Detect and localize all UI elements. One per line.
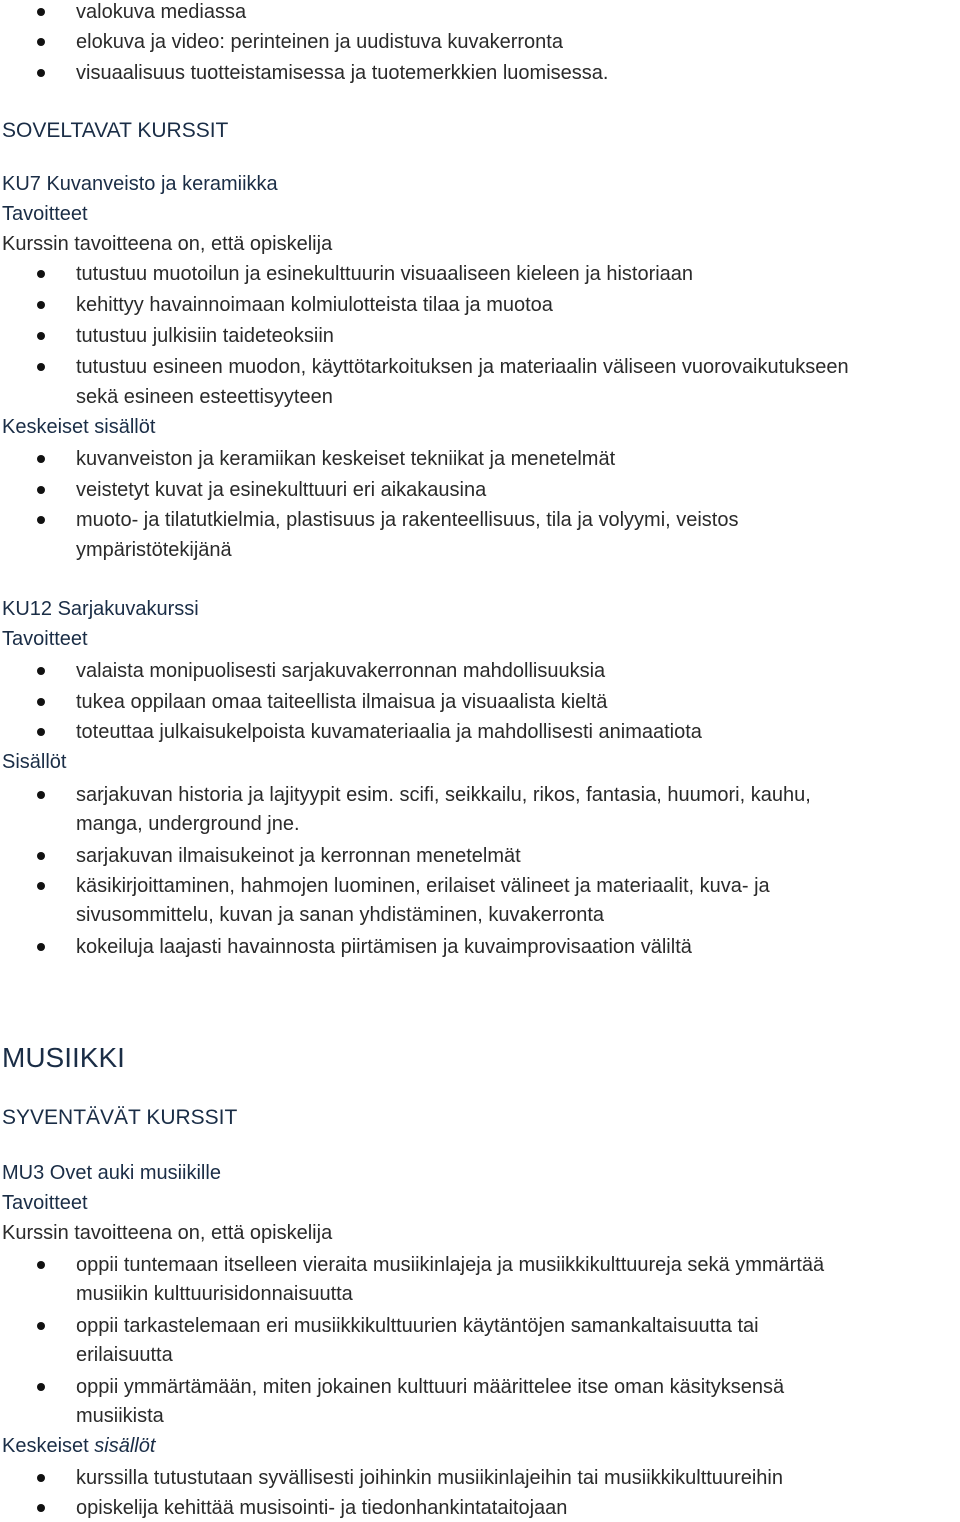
- bullet-icon: [37, 667, 45, 675]
- bullet-icon: [37, 270, 45, 278]
- goals-label: Tavoitteet: [2, 628, 88, 650]
- list-item: oppii tarkastelemaan eri musiikkikulttuurien käytäntöjen samankaltaisuutta tai: [76, 1315, 759, 1337]
- goals-intro: Kurssin tavoitteena on, että opiskelija: [2, 1222, 333, 1244]
- list-item: elokuva ja video: perinteinen ja uudistuva kuvakerronta: [76, 31, 563, 53]
- list-item-continuation: sivusommittelu, kuvan ja sanan yhdistäminen, kuvakerronta: [76, 904, 605, 926]
- list-item: veistetyt kuvat ja esinekulttuuri eri aikakausina: [76, 479, 487, 501]
- list-item: tutustuu esineen muodon, käyttötarkoituksen ja materiaalin väliseen vuorovaikutukseen: [76, 356, 849, 378]
- content-label: Sisällöt: [2, 751, 67, 773]
- bullet-icon: [37, 455, 45, 463]
- goals-label: Tavoitteet: [2, 1192, 88, 1214]
- list-item: käsikirjoittaminen, hahmojen luominen, erilaiset välineet ja materiaalit, kuva- ja: [76, 875, 770, 897]
- list-item: muoto- ja tilatutkielmia, plastisuus ja rakenteellisuus, tila ja volyymi, veistos: [76, 509, 739, 531]
- section-heading: SOVELTAVAT KURSSIT: [2, 119, 229, 142]
- list-item: opiskelija kehittää musisointi- ja tiedonhankintataitojaan: [76, 1497, 568, 1519]
- bullet-icon: [37, 1504, 45, 1512]
- bullet-icon: [37, 363, 45, 371]
- content-label: [2, 1434, 155, 1458]
- list-item: visuaalisuus tuotteistamisessa ja tuotemerkkien luomisessa.: [76, 62, 609, 84]
- bullet-icon: [37, 791, 45, 799]
- course-title: KU12 Sarjakuvakurssi: [2, 598, 199, 620]
- bullet-icon: [37, 516, 45, 524]
- bullet-icon: [37, 852, 45, 860]
- content-label: Keskeiset sisällöt: [2, 416, 156, 438]
- list-item: tutustuu julkisiin taideteoksiin: [76, 325, 334, 347]
- list-item: oppii tuntemaan itselleen vieraita musiikinlajeja ja musiikkikulttuureja sekä ymmärtää: [76, 1254, 825, 1276]
- list-item: tukea oppilaan omaa taiteellista ilmaisua ja visuaalista kieltä: [76, 691, 608, 713]
- course-title: KU7 Kuvanveisto ja keramiikka: [2, 173, 278, 195]
- bullet-icon: [37, 728, 45, 736]
- list-item: kuvanveiston ja keramiikan keskeiset tekniikat ja menetelmät: [76, 448, 616, 470]
- bullet-icon: [37, 698, 45, 706]
- goals-intro: Kurssin tavoitteena on, että opiskelija: [2, 233, 333, 255]
- bullet-icon: [37, 1261, 45, 1269]
- list-item: sarjakuvan ilmaisukeinot ja kerronnan menetelmät: [76, 845, 521, 867]
- bullet-icon: [37, 301, 45, 309]
- list-item-continuation: erilaisuutta: [76, 1344, 173, 1366]
- bullet-icon: [37, 486, 45, 494]
- page-title: MUSIIKKI: [2, 1042, 125, 1073]
- list-item: toteuttaa julkaisukelpoista kuvamateriaalia ja mahdollisesti animaatiota: [76, 721, 702, 743]
- list-item: tutustuu muotoilun ja esinekulttuurin visuaaliseen kieleen ja historiaan: [76, 263, 694, 285]
- content-label-b: sisällöt: [94, 1435, 156, 1457]
- bullet-icon: [37, 943, 45, 951]
- bullet-icon: [37, 38, 45, 46]
- bullet-icon: [37, 332, 45, 340]
- list-item-continuation: manga, underground jne.: [76, 813, 300, 835]
- list-item: kokeiluja laajasti havainnosta piirtämisen ja kuvaimprovisaation väliltä: [76, 936, 692, 958]
- list-item: oppii ymmärtämään, miten jokainen kulttuuri määrittelee itse oman käsityksensä: [76, 1376, 785, 1398]
- list-item-continuation: musiikin kulttuurisidonnaisuutta: [76, 1283, 353, 1305]
- section-heading: SYVENTÄVÄT KURSSIT: [2, 1106, 238, 1129]
- bullet-icon: [37, 69, 45, 77]
- content-label-a: Keskeiset: [2, 1435, 89, 1457]
- list-item: valaista monipuolisesti sarjakuvakerronnan mahdollisuuksia: [76, 660, 606, 682]
- course-title: MU3 Ovet auki musiikille: [2, 1162, 221, 1184]
- bullet-icon: [37, 1322, 45, 1330]
- list-item: valokuva mediassa: [76, 1, 247, 23]
- list-item-continuation: sekä esineen esteettisyyteen: [76, 386, 333, 408]
- bullet-icon: [37, 1383, 45, 1391]
- list-item-continuation: ympäristötekijänä: [76, 539, 232, 561]
- bullet-icon: [37, 1474, 45, 1482]
- list-item: sarjakuvan historia ja lajityypit esim. scifi, seikkailu, rikos, fantasia, huumori, kauhu,: [76, 784, 811, 806]
- list-item-continuation: musiikista: [76, 1405, 164, 1427]
- list-item: kehittyy havainnoimaan kolmiulotteista tilaa ja muotoa: [76, 294, 553, 316]
- bullet-icon: [37, 882, 45, 890]
- bullet-icon: [37, 8, 45, 16]
- list-item: kurssilla tutustutaan syvällisesti joihinkin musiikinlajeihin tai musiikkikulttuureihin: [76, 1467, 783, 1489]
- goals-label: Tavoitteet: [2, 203, 88, 225]
